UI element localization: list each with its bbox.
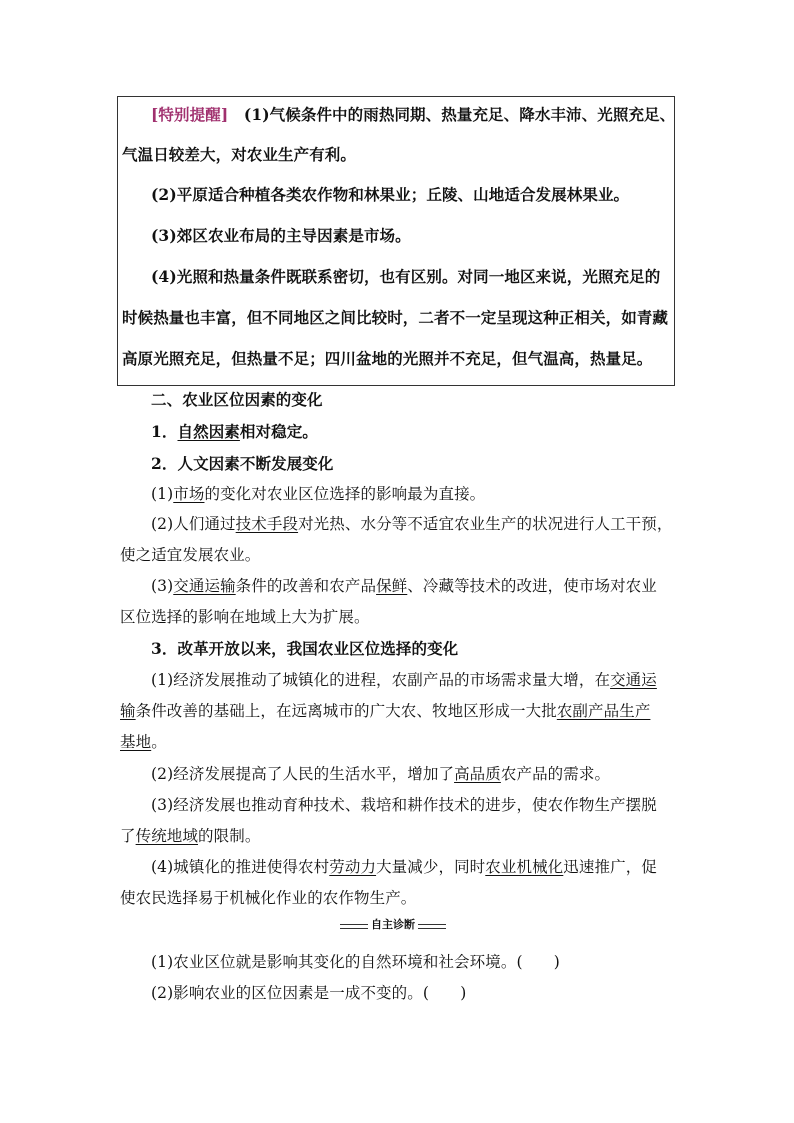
self-check-divider (340, 918, 446, 932)
item-1: 1．自然因素相对稳定。 (151, 422, 318, 441)
reminder-line-5: (4)光照和热量条件既联系密切，也有区别。对同一地区来说，光照充足的 (151, 267, 661, 286)
item-2-line-1: (1)市场的变化对农业区位选择的影响最为直接。 (151, 485, 486, 503)
reminder-line-3: (2)平原适合种植各类农作物和林果业；丘陵、山地适合发展林果业。 (151, 185, 630, 204)
reminder-line-7: 高原光照充足，但热量不足；四川盆地的光照并不充足，但气温高，热量足。 (122, 349, 653, 368)
item-3-line-3: (3)经济发展也推动育种技术、栽培和耕作技术的进步，使农作物生产摆脱 (151, 796, 657, 814)
item-2-line-2: (2)人们通过技术手段对光热、水分等不适宜农业生产的状况进行人工干预， (151, 515, 673, 533)
item-2-line-3b: 区位选择的影响在地域上大为扩展。 (120, 608, 370, 626)
item-3-line-4b: 使农民选择易于机械化作业的农作物生产。 (120, 889, 417, 907)
item-3-line-1: (1)经济发展推动了城镇化的进程，农副产品的市场需求量大增，在交通运 (151, 671, 657, 689)
self-check-question-2: (2)影响农业的区位因素是一成不变的。( ) (151, 984, 467, 1002)
self-check-question-1: (1)农业区位就是影响其变化的自然环境和社会环境。( ) (151, 953, 560, 971)
self-check-label: 自主诊断 (368, 917, 418, 933)
item-2-line-3: (3)交通运输条件的改善和农产品保鲜、冷藏等技术的改进，使市场对农业 (151, 577, 657, 595)
reminder-line-1: [特别提醒] (1)气候条件中的雨热同期、热量充足、降水丰沛、光照充足、 (151, 105, 676, 124)
item-3-line-3b: 了传统地域的限制。 (120, 827, 261, 845)
item-3-line-1c: 基地。 (120, 733, 167, 751)
section-heading: 二、农业区位因素的变化 (151, 390, 323, 409)
reminder-line-4: (3)郊区农业布局的主导因素是市场。 (151, 226, 411, 245)
item-3-line-2: (2)经济发展提高了人民的生活水平，增加了高品质农产品的需求。 (151, 765, 611, 783)
item-3-heading: 3．改革开放以来，我国农业区位选择的变化 (151, 639, 459, 658)
item-3-line-4: (4)城镇化的推进使得农村劳动力大量减少，同时农业机械化迅速推广，促 (151, 858, 657, 876)
item-2-heading: 2．人文因素不断发展变化 (151, 454, 334, 473)
item-3-line-1b: 输条件改善的基础上，在远离城市的广大农、牧地区形成一大批农副产品生产 (120, 702, 651, 720)
special-reminder-tag: [特别提醒] (151, 105, 229, 124)
item-2-line-2b: 使之适宜发展农业。 (120, 546, 261, 564)
reminder-line-2: 气温日较差大，对农业生产有利。 (122, 145, 357, 164)
special-reminder-box (117, 96, 675, 386)
reminder-line-6: 时候热量也丰富，但不同地区之间比较时，二者不一定呈现这种正相关，如青藏 (122, 308, 669, 327)
